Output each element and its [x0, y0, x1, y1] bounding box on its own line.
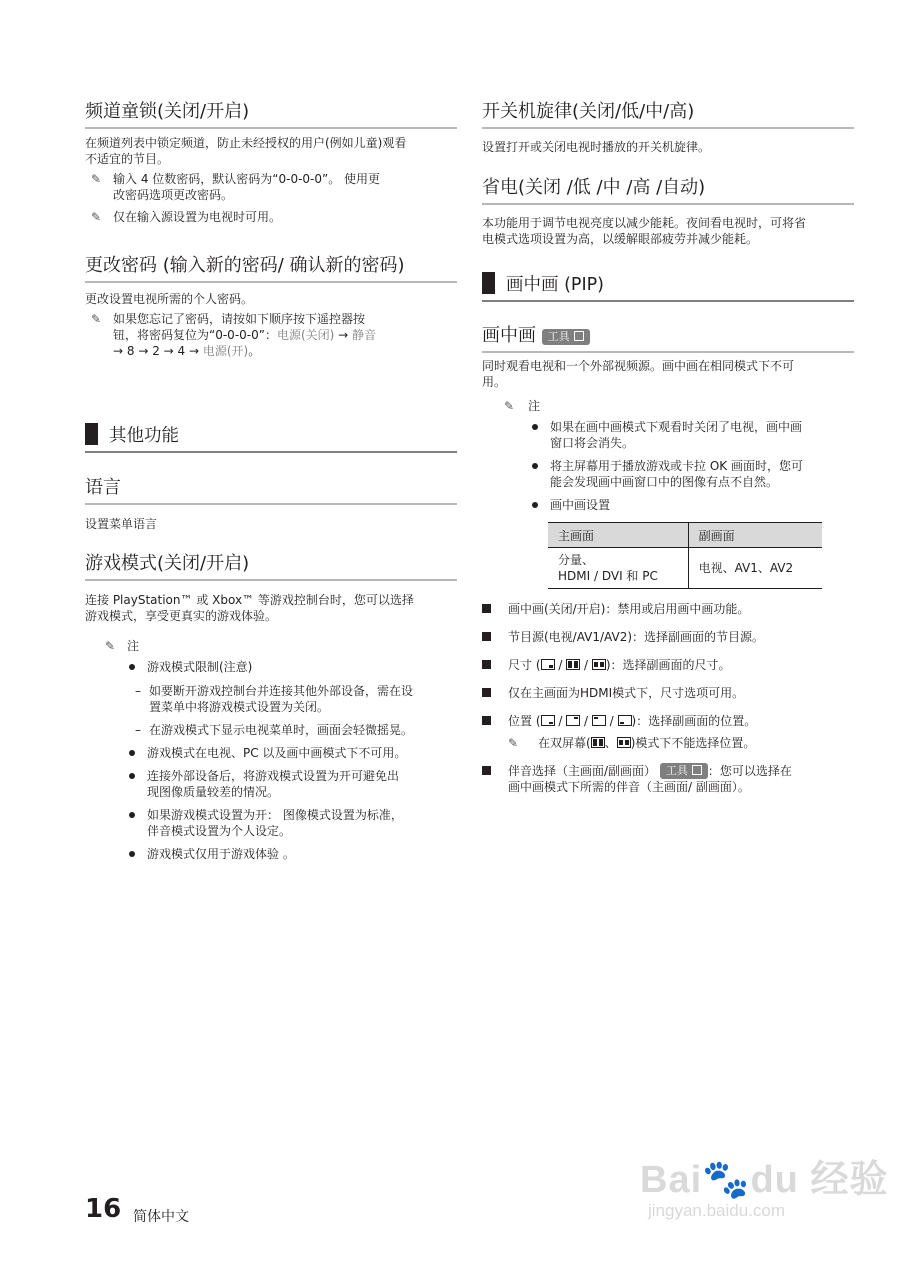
pencil-icon: ✎	[91, 312, 102, 326]
melody-title: 开关机旋律(关闭/低/中/高)	[482, 100, 854, 129]
note-header: ✎ 注	[105, 639, 140, 653]
position-bottom-right-icon	[541, 715, 555, 726]
pip-table	[548, 522, 822, 589]
note: ✎ 输入 4 位数密码，默认密码为“0-0-0-0”。 使用更 改密码选项更改密码。	[91, 172, 381, 202]
watermark-url: jingyan.baidu.com	[648, 1201, 786, 1220]
melody-text: 设置打开或关闭电视时播放的开关机旋律。	[482, 140, 711, 154]
section-marker	[85, 423, 98, 445]
game-mode-section	[85, 552, 457, 862]
list-item: 位置 ( / / / )：选择副画面的位置。	[482, 713, 854, 729]
pip-section	[482, 272, 854, 302]
eco-title: 省电(关闭 /低 /中 /高 /自动)	[482, 176, 854, 205]
channel-lock-title: 频道童锁(关闭/开启)	[85, 100, 457, 129]
pip-split-icon	[566, 659, 580, 670]
change-password-text: 更改设置电视所需的个人密码。	[85, 292, 254, 306]
pencil-icon: ✎	[91, 172, 102, 186]
tools-icon	[692, 765, 702, 775]
table-row	[548, 523, 822, 548]
list-item: 将主屏幕用于播放游戏或卡拉 OK 画面时，您可 能会发现画中画窗口中的图像有点不自然。	[526, 458, 854, 490]
position-top-left-icon	[592, 715, 606, 726]
tools-badge: 工具	[542, 329, 590, 345]
list-item: 如果在画中画模式下观看时关闭了电视，画中画 窗口将会消失。	[526, 419, 854, 451]
eco-text: 本功能用于调节电视亮度以减少能耗。夜间看电视时，可将省	[482, 216, 807, 230]
list-item: 游戏模式仅用于游戏体验 。	[123, 846, 457, 862]
paw-icon: 🐾	[702, 1159, 751, 1201]
list-item: 仅在主画面为HDMI模式下，尺寸选项可用。	[482, 685, 854, 701]
game-mode-text: 游戏模式，享受更真实的游戏体验。	[85, 609, 278, 623]
page-number: 16	[85, 1194, 122, 1224]
table-header: 主画面	[548, 523, 688, 548]
game-mode-text: 连接 PlayStation™ 或 Xbox™ 等游戏控制台时，您可以选择	[85, 593, 414, 607]
list-item: 节目源(电视/AV1/AV2)：选择副画面的节目源。	[482, 629, 854, 645]
melody-section	[482, 100, 854, 155]
section-marker	[482, 272, 495, 294]
list-item: – 在游戏模式下显示电视菜单时，画面会轻微摇晃。	[135, 723, 414, 737]
note: ✎ 如果您忘记了密码，请按如下顺序按下遥控器按 钮，将密码复位为“0-0-0-0”：电源(关闭) → 静音 → 8 → 2 → 4 → 电源(开)。	[91, 312, 377, 358]
pencil-icon: ✎	[105, 639, 116, 653]
pip-split-icon	[591, 737, 605, 748]
note-header: ✎ 注	[504, 399, 541, 413]
pencil-icon: ✎	[508, 736, 519, 750]
language-section	[85, 476, 457, 532]
note: ✎ 仅在输入源设置为电视时可用。	[91, 210, 282, 224]
channel-lock-text: 在频道列表中锁定频道，防止未经授权的用户(例如儿童)观看	[85, 136, 407, 150]
baidu-watermark	[640, 1148, 888, 1221]
channel-lock-text: 不适宜的节目。	[85, 152, 170, 166]
pip-title: 画中画 工具	[482, 324, 854, 353]
watermark-brand: Bai🐾du 经验	[640, 1159, 889, 1201]
language-text: 设置菜单语言	[85, 517, 158, 531]
pencil-icon: ✎	[91, 210, 102, 224]
list-item: 游戏模式在电视、PC 以及画中画模式下不可用。	[123, 745, 457, 761]
game-mode-title: 游戏模式(关闭/开启)	[85, 552, 457, 581]
eco-section	[482, 176, 854, 247]
table-cell: 电视、AV1、AV2	[688, 548, 822, 589]
list-item: 如果游戏模式设置为开： 图像模式设置为标准， 伴音模式设置为个人设定。	[123, 807, 457, 839]
tools-icon	[574, 331, 584, 341]
table-row	[548, 548, 822, 589]
position-top-right-icon	[566, 715, 580, 726]
table-cell: 分量、 HDMI / DVI 和 PC	[548, 548, 688, 589]
list-item: 画中画(关闭/开启)：禁用或启用画中画功能。	[482, 601, 854, 617]
other-features-section	[85, 423, 457, 453]
pip-text: 同时观看电视和一个外部视频源。画中画在相同模式下不可	[482, 359, 795, 373]
pencil-icon: ✎	[504, 399, 515, 413]
list-item: 画中画设置	[526, 497, 854, 513]
list-item: 伴音选择（主画面/副画面） 工具 ：您可以选择在 画中画模式下所需的伴音（主画面/ 副画面）。	[482, 763, 854, 795]
list-item: 连接外部设备后，将游戏模式设置为开可避免出 现图像质量较差的情况。	[123, 768, 457, 800]
other-features-title: 其他功能	[85, 423, 457, 453]
eco-text: 电模式选项设置为高，以缓解眼部疲劳并减少能耗。	[482, 232, 759, 246]
change-password-title: 更改密码 (输入新的密码/ 确认新的密码)	[85, 254, 457, 283]
pip-small-icon	[541, 659, 555, 670]
table-header: 副画面	[688, 523, 822, 548]
page-language: 简体中文	[133, 1209, 189, 1225]
pip-dual-icon	[592, 659, 606, 670]
change-password-section	[85, 254, 457, 359]
channel-lock-section	[85, 100, 457, 225]
tools-badge: 工具	[660, 763, 708, 779]
list-item: – 如要断开游戏控制台并连接其他外部设备，需在设 置菜单中将游戏模式设置为关闭。	[135, 684, 414, 714]
pip-dual-icon	[617, 737, 631, 748]
list-item: 尺寸 ( / / )：选择副画面的尺寸。	[482, 657, 854, 673]
position-bottom-left-icon	[618, 715, 632, 726]
note: ✎ 在双屏幕( 、 )模式下不能选择位置。	[508, 736, 756, 750]
pip-subsection	[482, 324, 854, 795]
pip-text: 用。	[482, 375, 507, 389]
list-item: 游戏模式限制(注意)	[123, 659, 457, 675]
language-title: 语言	[85, 476, 457, 505]
pip-section-title: 画中画 (PIP)	[482, 272, 854, 302]
